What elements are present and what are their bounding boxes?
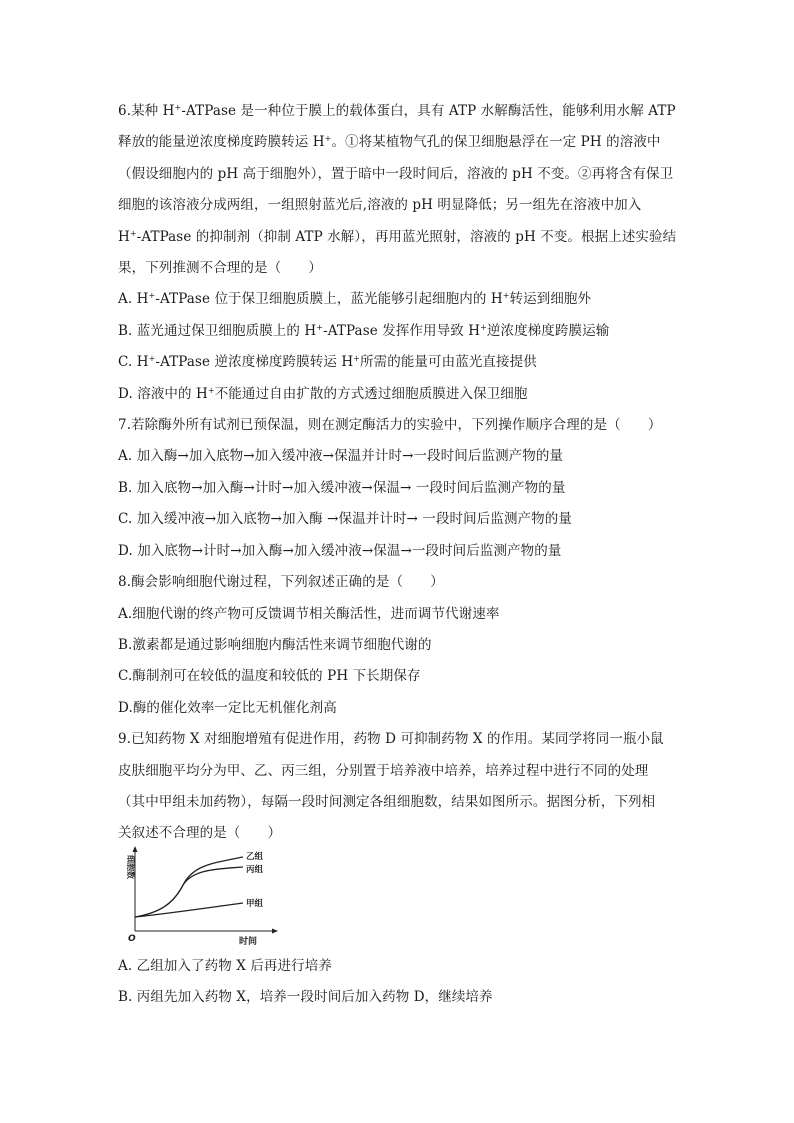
q9-stem-line-2: 皮肤细胞平均分为甲、乙、丙三组，分别置于培养液中培养，培养过程中进行不同的处理 <box>118 762 649 779</box>
q7-option-d: D. 加入底物→计时→加入酶→加入缓冲液→保温→一段时间后监测产物的量 <box>118 542 562 559</box>
x-axis-label: 时间 <box>239 937 258 947</box>
q7-option-a: A. 加入酶→加入底物→加入缓冲液→保温并计时→一段时间后监测产物的量 <box>118 448 564 465</box>
q8-option-a: A.细胞代谢的终产物可反馈调节相关酶活性，进而调节代谢速率 <box>118 605 500 622</box>
q7-stem: 7.若除酶外所有试剂已预保温，则在测定酶活力的实验中，下列操作顺序合理的是（ ） <box>118 417 662 434</box>
y-axis-arrow <box>133 846 138 852</box>
q8-option-d: D.酶的催化效率一定比无机催化剂高 <box>118 699 337 716</box>
q6-option-c: C. H+-ATPase 逆浓度梯度跨膜转运 H+所需的能量可由蓝光直接提供 <box>118 354 537 371</box>
q8-option-b: B.激素都是通过影响细胞内酶活性来调节细胞代谢的 <box>118 636 432 653</box>
q8-stem: 8.酶会影响细胞代谢过程，下列叙述正确的是（ ） <box>118 574 444 591</box>
q7-option-b: B. 加入底物→加入酶→计时→加入缓冲液→保温→ 一段时间后监测产物的量 <box>118 479 566 496</box>
question-sheet <box>118 96 678 850</box>
q8-option-c: C.酶制剂可在较低的温度和较低的 PH 下长期保存 <box>118 668 421 685</box>
q6-stem-line-1: 6.某种 H+-ATPase 是一种位于膜上的载体蛋白，具有 ATP 水解酶活性，能够利用水解 ATP <box>118 103 676 119</box>
cell-growth-chart <box>118 845 288 950</box>
q7-option-c: C. 加入缓冲液→加入底物→加入酶 →保温并计时→ 一段时间后监测产物的量 <box>118 511 572 528</box>
origin-label: O <box>128 934 136 944</box>
q6-stem-line-5: H+-ATPase 的抑制剂（抑制 ATP 水解），再用蓝光照射，溶液的 pH 不变。根据上述实验结 <box>118 228 677 245</box>
q6-option-a: A. H+-ATPase 位于保卫细胞质膜上，蓝光能够引起细胞内的 H+转运到细胞外 <box>118 291 592 308</box>
q9-stem-line-3: （其中甲组未加药物），每隔一段时间测定各组细胞数，结果如图所示。据图分析，下列相 <box>118 793 656 810</box>
q9-options <box>118 951 678 1014</box>
x-axis-arrow <box>272 929 278 934</box>
q9-stem-line-4: 关叙述不合理的是（ ） <box>118 825 282 842</box>
q9-option-b: B. 丙组先加入药物 X，培养一段时间后加入药物 D，继续培养 <box>118 989 493 1006</box>
series-label-jia: 甲组 <box>246 899 264 909</box>
q6-stem-line-4: 细胞的该溶液分成两组，一组照射蓝光后,溶液的 pH 明显降低；另一组先在溶液中加入 <box>118 197 642 214</box>
series-bing-curve <box>135 867 243 917</box>
series-label-yi: 乙组 <box>246 852 264 862</box>
q6-stem-line-2: 释放的能量逆浓度梯度跨膜转运 H+。①将某植物气孔的保卫细胞悬浮在一定 PH 的溶液中 <box>118 134 661 151</box>
q6-stem-line-3: （假设细胞内的 pH 高于细胞外），置于暗中一段时间后，溶液的 pH 不变。②再将含有保卫 <box>118 165 674 182</box>
series-jia-curve <box>135 903 243 917</box>
q9-option-a: A. 乙组加入了药物 X 后再进行培养 <box>118 958 332 974</box>
series-yi-curve <box>135 857 243 917</box>
y-axis-label: 细胞数 <box>126 855 135 879</box>
series-label-bing: 丙组 <box>246 865 264 875</box>
q9-stem-line-1: 9.已知药物 X 对细胞增殖有促进作用，药物 D 可抑制药物 X 的作用。某同学将同一瓶小鼠 <box>118 731 664 748</box>
q6-option-d: D. 溶液中的 H+不能通过自由扩散的方式透过细胞质膜进入保卫细胞 <box>118 385 528 402</box>
q6-stem-line-6: 果，下列推测不合理的是（ ） <box>118 260 322 277</box>
q6-option-b: B. 蓝光通过保卫细胞质膜上的 H+-ATPase 发挥作用导致 H+逆浓度梯度跨膜运输 <box>118 322 610 339</box>
